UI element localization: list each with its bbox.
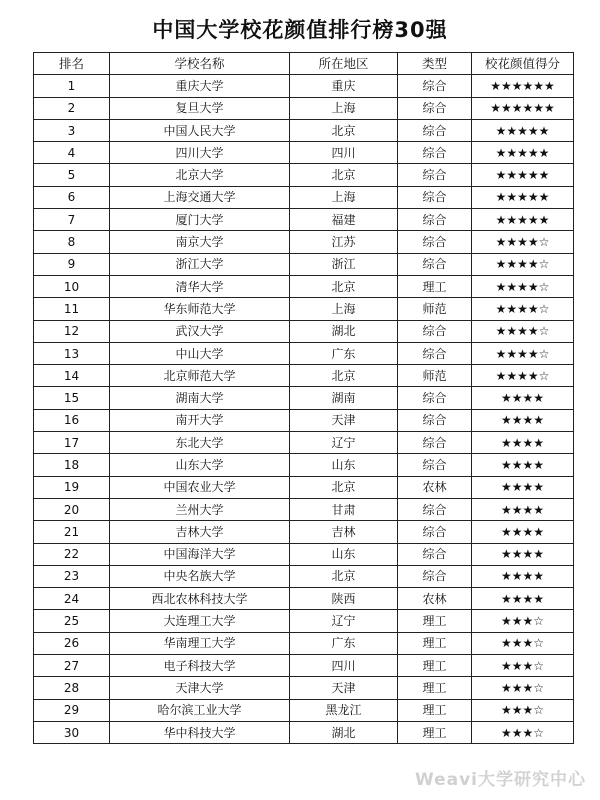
region-cell: 福建 xyxy=(290,209,398,231)
region-cell: 山东 xyxy=(290,543,398,565)
score-stars-cell: ★★★★ xyxy=(472,521,574,543)
table-row xyxy=(34,97,574,119)
school-name-cell: 华中科技大学 xyxy=(110,721,290,743)
type-cell: 综合 xyxy=(398,543,472,565)
rank-cell: 18 xyxy=(34,454,110,476)
region-cell: 湖北 xyxy=(290,320,398,342)
region-cell: 北京 xyxy=(290,565,398,587)
table-row xyxy=(34,677,574,699)
table-row xyxy=(34,699,574,721)
school-name-cell: 北京大学 xyxy=(110,164,290,186)
school-name-cell: 厦门大学 xyxy=(110,209,290,231)
type-cell: 综合 xyxy=(398,164,472,186)
type-cell: 综合 xyxy=(398,387,472,409)
region-cell: 山东 xyxy=(290,454,398,476)
school-name-cell: 南开大学 xyxy=(110,409,290,431)
rank-cell: 11 xyxy=(34,298,110,320)
score-stars-cell: ★★★★☆ xyxy=(472,275,574,297)
school-name-cell: 天津大学 xyxy=(110,677,290,699)
score-stars-cell: ★★★★☆ xyxy=(472,320,574,342)
table-row xyxy=(34,298,574,320)
table-row xyxy=(34,275,574,297)
rank-cell: 20 xyxy=(34,498,110,520)
region-cell: 上海 xyxy=(290,97,398,119)
score-stars-cell: ★★★★☆ xyxy=(472,253,574,275)
school-name-cell: 四川大学 xyxy=(110,142,290,164)
type-cell: 理工 xyxy=(398,721,472,743)
school-name-cell: 吉林大学 xyxy=(110,521,290,543)
region-cell: 四川 xyxy=(290,655,398,677)
score-stars-cell: ★★★☆ xyxy=(472,699,574,721)
table-row xyxy=(34,342,574,364)
type-cell: 综合 xyxy=(398,209,472,231)
school-name-cell: 山东大学 xyxy=(110,454,290,476)
rank-cell: 30 xyxy=(34,721,110,743)
table-row xyxy=(34,655,574,677)
ranking-table xyxy=(33,52,574,744)
region-cell: 吉林 xyxy=(290,521,398,543)
table-row xyxy=(34,142,574,164)
region-cell: 黑龙江 xyxy=(290,699,398,721)
table-row xyxy=(34,610,574,632)
table-row xyxy=(34,409,574,431)
score-stars-cell: ★★★★★ xyxy=(472,142,574,164)
type-cell: 综合 xyxy=(398,75,472,97)
table-row xyxy=(34,632,574,654)
region-cell: 浙江 xyxy=(290,253,398,275)
type-cell: 师范 xyxy=(398,298,472,320)
region-cell: 天津 xyxy=(290,409,398,431)
score-stars-cell: ★★★★☆ xyxy=(472,342,574,364)
score-stars-cell: ★★★★ xyxy=(472,387,574,409)
region-cell: 辽宁 xyxy=(290,610,398,632)
type-cell: 综合 xyxy=(398,432,472,454)
table-row xyxy=(34,231,574,253)
school-name-cell: 兰州大学 xyxy=(110,498,290,520)
school-name-cell: 大连理工大学 xyxy=(110,610,290,632)
score-stars-cell: ★★★★ xyxy=(472,588,574,610)
type-cell: 综合 xyxy=(398,231,472,253)
rank-cell: 13 xyxy=(34,342,110,364)
school-name-cell: 中国人民大学 xyxy=(110,119,290,141)
rank-cell: 26 xyxy=(34,632,110,654)
region-cell: 陕西 xyxy=(290,588,398,610)
table-row xyxy=(34,365,574,387)
rank-cell: 5 xyxy=(34,164,110,186)
school-name-cell: 武汉大学 xyxy=(110,320,290,342)
score-stars-cell: ★★★☆ xyxy=(472,677,574,699)
table-row xyxy=(34,543,574,565)
table-row xyxy=(34,253,574,275)
score-stars-cell: ★★★☆ xyxy=(472,632,574,654)
region-cell: 天津 xyxy=(290,677,398,699)
score-stars-cell: ★★★★ xyxy=(472,476,574,498)
type-cell: 理工 xyxy=(398,610,472,632)
score-stars-cell: ★★★★★ xyxy=(472,164,574,186)
table-header-row xyxy=(34,53,574,75)
header-rank: 排名 xyxy=(34,53,110,75)
table-row xyxy=(34,432,574,454)
region-cell: 重庆 xyxy=(290,75,398,97)
type-cell: 综合 xyxy=(398,320,472,342)
school-name-cell: 重庆大学 xyxy=(110,75,290,97)
score-stars-cell: ★★★★★ xyxy=(472,186,574,208)
score-stars-cell: ★★★☆ xyxy=(472,721,574,743)
score-stars-cell: ★★★★ xyxy=(472,565,574,587)
score-stars-cell: ★★★★ xyxy=(472,454,574,476)
header-type: 类型 xyxy=(398,53,472,75)
rank-cell: 27 xyxy=(34,655,110,677)
school-name-cell: 北京师范大学 xyxy=(110,365,290,387)
region-cell: 广东 xyxy=(290,342,398,364)
type-cell: 综合 xyxy=(398,454,472,476)
score-stars-cell: ★★★★☆ xyxy=(472,365,574,387)
rank-cell: 2 xyxy=(34,97,110,119)
rank-cell: 23 xyxy=(34,565,110,587)
type-cell: 理工 xyxy=(398,655,472,677)
score-stars-cell: ★★★★ xyxy=(472,409,574,431)
school-name-cell: 华南理工大学 xyxy=(110,632,290,654)
rank-cell: 19 xyxy=(34,476,110,498)
table-row xyxy=(34,721,574,743)
school-name-cell: 华东师范大学 xyxy=(110,298,290,320)
score-stars-cell: ★★★★★ xyxy=(472,209,574,231)
rank-cell: 29 xyxy=(34,699,110,721)
rank-cell: 24 xyxy=(34,588,110,610)
type-cell: 综合 xyxy=(398,565,472,587)
rank-cell: 1 xyxy=(34,75,110,97)
table-row xyxy=(34,320,574,342)
page-title: 中国大学校花颜值排行榜30强 xyxy=(152,18,448,42)
table-row xyxy=(34,498,574,520)
type-cell: 农林 xyxy=(398,476,472,498)
rank-cell: 12 xyxy=(34,320,110,342)
score-stars-cell: ★★★★ xyxy=(472,498,574,520)
rank-cell: 14 xyxy=(34,365,110,387)
region-cell: 辽宁 xyxy=(290,432,398,454)
rank-cell: 4 xyxy=(34,142,110,164)
region-cell: 北京 xyxy=(290,119,398,141)
header-school: 学校名称 xyxy=(110,53,290,75)
type-cell: 综合 xyxy=(398,253,472,275)
type-cell: 理工 xyxy=(398,632,472,654)
table-row xyxy=(34,387,574,409)
table-row xyxy=(34,209,574,231)
school-name-cell: 复旦大学 xyxy=(110,97,290,119)
region-cell: 甘肃 xyxy=(290,498,398,520)
rank-cell: 3 xyxy=(34,119,110,141)
table-body xyxy=(34,75,574,744)
school-name-cell: 中山大学 xyxy=(110,342,290,364)
table-row xyxy=(34,119,574,141)
rank-cell: 6 xyxy=(34,186,110,208)
table-row xyxy=(34,186,574,208)
type-cell: 师范 xyxy=(398,365,472,387)
rank-cell: 25 xyxy=(34,610,110,632)
type-cell: 综合 xyxy=(398,409,472,431)
type-cell: 综合 xyxy=(398,342,472,364)
header-score: 校花颜值得分 xyxy=(472,53,574,75)
school-name-cell: 西北农林科技大学 xyxy=(110,588,290,610)
table-row xyxy=(34,565,574,587)
score-stars-cell: ★★★★☆ xyxy=(472,231,574,253)
type-cell: 综合 xyxy=(398,142,472,164)
school-name-cell: 浙江大学 xyxy=(110,253,290,275)
score-stars-cell: ★★★★★★ xyxy=(472,97,574,119)
school-name-cell: 东北大学 xyxy=(110,432,290,454)
type-cell: 综合 xyxy=(398,498,472,520)
region-cell: 北京 xyxy=(290,275,398,297)
score-stars-cell: ★★★☆ xyxy=(472,655,574,677)
school-name-cell: 电子科技大学 xyxy=(110,655,290,677)
school-name-cell: 南京大学 xyxy=(110,231,290,253)
school-name-cell: 湖南大学 xyxy=(110,387,290,409)
rank-cell: 10 xyxy=(34,275,110,297)
school-name-cell: 中央名族大学 xyxy=(110,565,290,587)
region-cell: 上海 xyxy=(290,298,398,320)
table-row xyxy=(34,164,574,186)
score-stars-cell: ★★★★☆ xyxy=(472,298,574,320)
region-cell: 北京 xyxy=(290,476,398,498)
type-cell: 综合 xyxy=(398,119,472,141)
region-cell: 湖南 xyxy=(290,387,398,409)
table-row xyxy=(34,521,574,543)
table-row xyxy=(34,75,574,97)
table-row xyxy=(34,476,574,498)
school-name-cell: 哈尔滨工业大学 xyxy=(110,699,290,721)
rank-cell: 17 xyxy=(34,432,110,454)
region-cell: 北京 xyxy=(290,365,398,387)
score-stars-cell: ★★★★ xyxy=(472,432,574,454)
score-stars-cell: ★★★★★ xyxy=(472,119,574,141)
rank-cell: 15 xyxy=(34,387,110,409)
rank-cell: 8 xyxy=(34,231,110,253)
rank-cell: 21 xyxy=(34,521,110,543)
rank-cell: 16 xyxy=(34,409,110,431)
score-stars-cell: ★★★★★★ xyxy=(472,75,574,97)
region-cell: 江苏 xyxy=(290,231,398,253)
school-name-cell: 清华大学 xyxy=(110,275,290,297)
type-cell: 综合 xyxy=(398,97,472,119)
table-row xyxy=(34,588,574,610)
region-cell: 湖北 xyxy=(290,721,398,743)
type-cell: 理工 xyxy=(398,275,472,297)
type-cell: 综合 xyxy=(398,186,472,208)
table-row xyxy=(34,454,574,476)
score-stars-cell: ★★★☆ xyxy=(472,610,574,632)
rank-cell: 7 xyxy=(34,209,110,231)
score-stars-cell: ★★★★ xyxy=(472,543,574,565)
school-name-cell: 上海交通大学 xyxy=(110,186,290,208)
region-cell: 上海 xyxy=(290,186,398,208)
type-cell: 理工 xyxy=(398,699,472,721)
school-name-cell: 中国海洋大学 xyxy=(110,543,290,565)
region-cell: 北京 xyxy=(290,164,398,186)
school-name-cell: 中国农业大学 xyxy=(110,476,290,498)
rank-cell: 9 xyxy=(34,253,110,275)
rank-cell: 22 xyxy=(34,543,110,565)
region-cell: 四川 xyxy=(290,142,398,164)
type-cell: 综合 xyxy=(398,521,472,543)
type-cell: 农林 xyxy=(398,588,472,610)
type-cell: 理工 xyxy=(398,677,472,699)
region-cell: 广东 xyxy=(290,632,398,654)
header-region: 所在地区 xyxy=(290,53,398,75)
watermark: Weavi大学研究中心 xyxy=(414,770,586,790)
rank-cell: 28 xyxy=(34,677,110,699)
